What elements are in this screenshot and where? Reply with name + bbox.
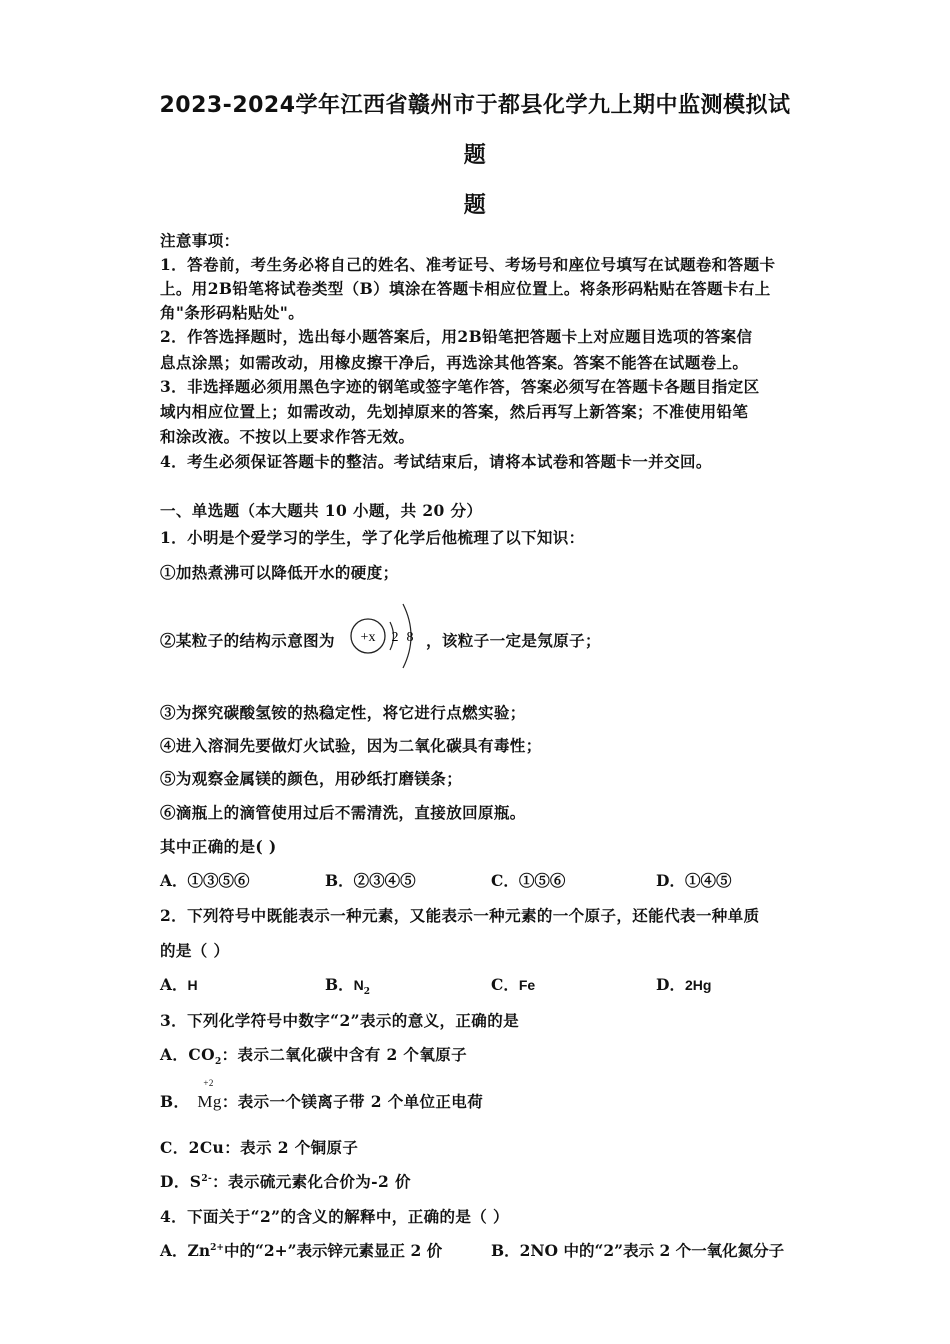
nucleus-charge: +x: [360, 630, 376, 645]
q3-option-a: A．$CO_2$：表示二氧化碳中含有 2 个氧原子: [160, 1045, 468, 1068]
notice-line: 2．作答选择题时，选出每小题答案后，用2B铅笔把答题卡上对应题目选项的答案信: [160, 327, 753, 346]
q4-stem: 4．下面关于“2”的含义的解释中，正确的是（ ）: [160, 1207, 509, 1226]
q2-stem: 2．下列符号中既能表示一种元素，又能表示一种元素的一个原子，还能代表一种单质: [160, 906, 760, 925]
notice-line: 域内相应位置上；如需改动，先划掉原来的答案，然后再写上新答案；不准使用铅笔: [160, 402, 749, 421]
q2-option-b: B．$N_2$: [325, 975, 370, 998]
page-title-cont: 题: [463, 143, 487, 168]
mg-symbol: +2 Mg: [197, 1078, 222, 1111]
notice-line: 息点涂黑；如需改动，用橡皮擦干净后，再选涂其他答案。答案不能答在试题卷上。: [160, 353, 749, 372]
page-title-cont-2: 题: [463, 193, 487, 218]
q2-option-c: C．Fe: [491, 975, 536, 994]
q1-option-d: D．①④⑤: [656, 871, 732, 890]
q1-item: ③为探究碳酸氢铵的热稳定性，将它进行点燃实验；: [160, 703, 526, 722]
shell-2-count: 8: [406, 630, 414, 645]
q4-option-a: A．$Zn^{2+}$中的“2+”表示锌元素显正 2 价: [160, 1241, 443, 1260]
page-title: 2023-2024学年江西省赣州市于都县化学九上期中监测模拟试: [159, 93, 791, 118]
q3-option-c: C．2Cu：表示 2 个铜原子: [160, 1138, 359, 1157]
notice-line: 4．考生必须保证答题卡的整洁。考试结束后，请将本试卷和答题卡一并交回。: [160, 452, 712, 471]
q3-stem: 3．下列化学符号中数字“2”表示的意义，正确的是: [160, 1011, 520, 1030]
notice-line: 上。用2B铅笔将试卷类型（B）填涂在答题卡相应位置上。将条形码粘贴在答题卡右上: [160, 279, 771, 298]
shell-1-count: 2: [391, 630, 399, 645]
q1-option-c: C．①⑤⑥: [491, 871, 566, 890]
q1-option-b: B．②③④⑤: [325, 871, 416, 890]
q1-item-2-pre: ②某粒子的结构示意图为: [160, 631, 335, 650]
q4-option-b: B．2NO 中的“2”表示 2 个一氧化氮分子: [491, 1241, 785, 1260]
q1-stem: 1．小明是个爱学习的学生，学了化学后他梳理了以下知识：: [160, 528, 585, 547]
q1-option-a: A．①③⑤⑥: [160, 871, 250, 890]
q3-option-b: B． +2 Mg：表示一个镁离子带 2 个单位正电荷: [160, 1078, 484, 1111]
q1-item: ⑤为观察金属镁的颜色，用砂纸打磨镁条；: [160, 769, 463, 788]
q1-ask: 其中正确的是( ): [160, 837, 277, 856]
atom-structure-diagram: [347, 594, 419, 678]
q1-item: ①加热煮沸可以降低开水的硬度；: [160, 563, 399, 582]
notice-line: 3．非选择题必须用黑色字迹的钢笔或签字笔作答，答案必须写在答题卡各题目指定区: [160, 377, 760, 396]
q2-option-a: A．H: [160, 975, 198, 994]
q2-stem-cont: 的是（ ）: [160, 941, 230, 960]
q3-option-d: D．$S^{2-}$：表示硫元素化合价为-2 价: [160, 1172, 411, 1191]
q2-option-d: D．2Hg: [656, 975, 712, 994]
q1-item-2-post: ，该粒子一定是氖原子；: [426, 631, 601, 650]
notice-line: 1．答卷前，考生务必将自己的姓名、准考证号、考场号和座位号填写在试题卷和答题卡: [160, 255, 776, 274]
notice-line: 角"条形码粘贴处"。: [160, 303, 305, 322]
q1-item: ④进入溶洞先要做灯火试验，因为二氧化碳具有毒性；: [160, 736, 542, 755]
notice-heading: 注意事项：: [160, 231, 240, 250]
notice-line: 和涂改液。不按以上要求作答无效。: [160, 427, 415, 446]
q1-item: ⑥滴瓶上的滴管使用过后不需清洗，直接放回原瓶。: [160, 803, 526, 822]
section-heading: 一、单选题（本大题共 10 小题，共 20 分）: [160, 501, 483, 520]
